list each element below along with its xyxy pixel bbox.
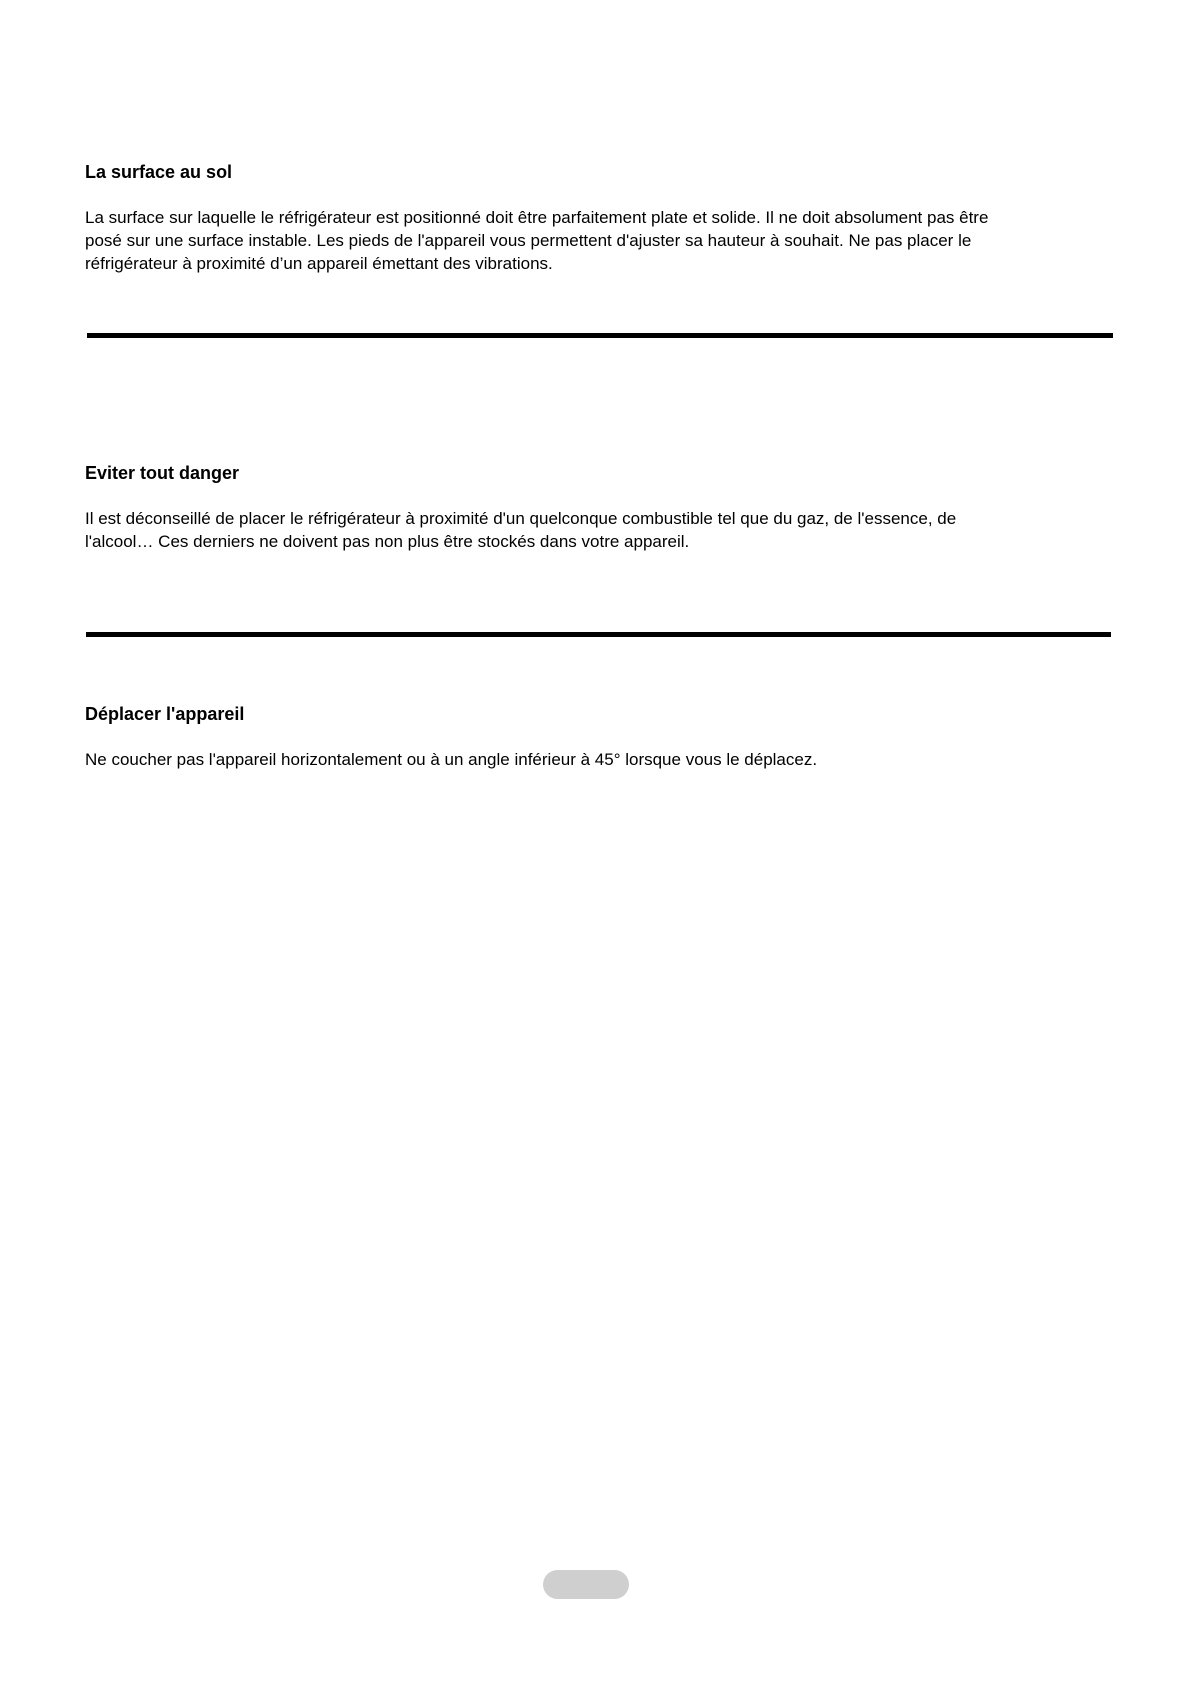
paragraph-line: posé sur une surface instable. Les pieds de l'appareil vous permettent d'ajuster sa hauteur à souhait. Ne pas placer le [85,231,972,250]
paragraph-line: La surface sur laquelle le réfrigérateur est positionné doit être parfaitement plate et solide. Il ne doit absolument pas être [85,208,989,227]
paragraph-line: l'alcool… Ces derniers ne doivent pas non plus être stockés dans votre appareil. [85,532,690,551]
page-number-badge [543,1570,629,1599]
section-body-floor-surface [85,206,988,275]
section-heading-floor-surface: La surface au sol [85,162,233,182]
section-heading-moving-appliance: Déplacer l'appareil [85,704,245,724]
section-heading-avoid-danger: Eviter tout danger [85,463,240,483]
paragraph-line: Ne coucher pas l'appareil horizontalement ou à un angle inférieur à 45° lorsque vous le déplacez. [85,750,818,769]
section-body-moving-appliance [85,748,817,771]
section-divider [86,632,1111,637]
section-body-avoid-danger [85,507,956,553]
section-divider [87,333,1113,338]
paragraph-line: réfrigérateur à proximité d’un appareil émettant des vibrations. [85,254,553,273]
paragraph-line: Il est déconseillé de placer le réfrigérateur à proximité d'un quelconque combustible tel que du gaz, de l'essence, de [85,509,957,528]
